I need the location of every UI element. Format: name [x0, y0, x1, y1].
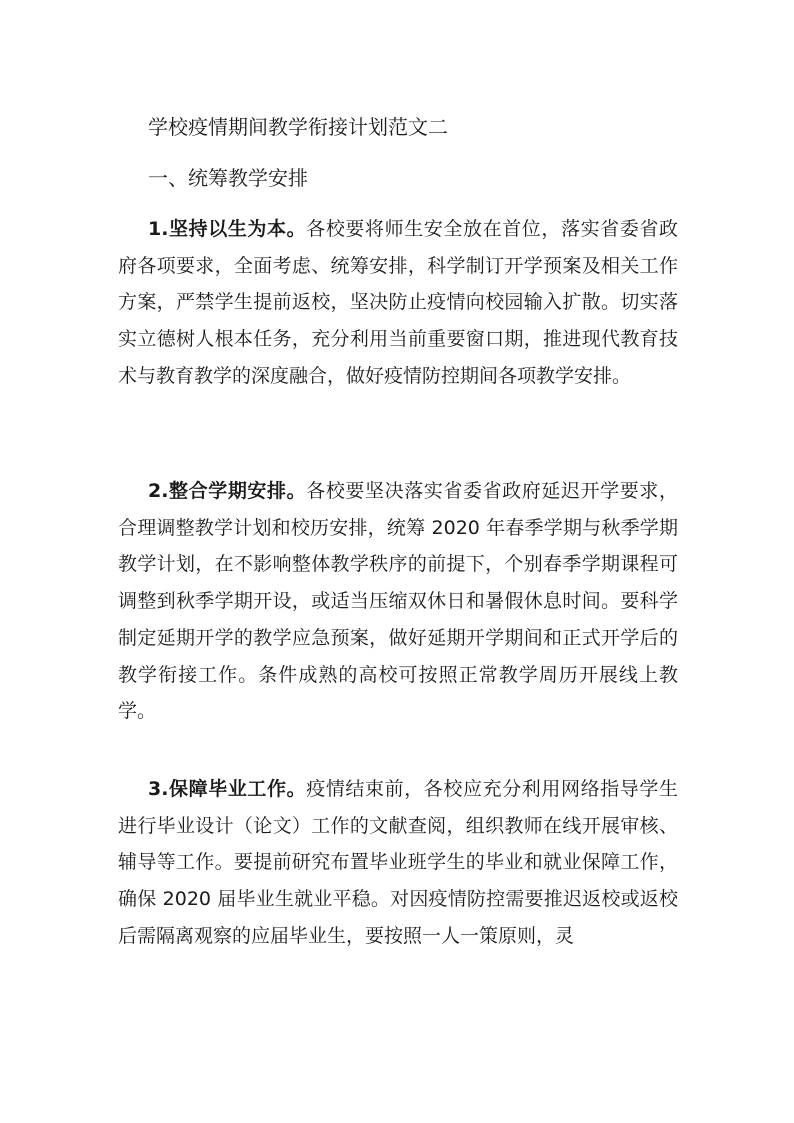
paragraph-lead: 2.整合学期安排。	[148, 480, 307, 502]
paragraph-3	[118, 771, 678, 955]
document-title: 学校疫情期间教学衔接计划范文二	[148, 115, 448, 139]
paragraph-text: 各校要将师生安全放在首位，落实省委省政府各项要求，全面考虑、统筹安排，科学制订开学预案及相关工作方案，严禁学生提前返校，坚决防止疫情向校园输入扩散。切实落实立德树人根本任务，充分利用当前重要窗口期，推进现代教育技术与教育教学的深度融合，做好疫情防控期间各项教学安排。	[118, 218, 678, 387]
paragraph-text: 各校要坚决落实省委省政府延迟开学要求，合理调整教学计划和校历安排，统筹 2020 年春季学期与秋季学期教学计划，在不影响整体教学秩序的前提下，个别春季学期课程可调整到秋季学期开设，或适当压缩双休日和暑假休息时间。要科学制定延期开学的教学应急预案，做好延期开学期间和正式开学后的教学衔接工作。条件成熟的高校可按照正常教学周历开展线上教学。	[118, 480, 678, 723]
paragraph-2	[118, 473, 678, 730]
paragraph-1	[118, 211, 678, 395]
paragraph-text: 疫情结束前，各校应充分利用网络指导学生进行毕业设计（论文）工作的文献查阅，组织教师在线开展审核、辅导等工作。要提前研究布置毕业班学生的毕业和就业保障工作，确保 2020 届毕业生就业平稳。对因疫情防控需要推迟返校或返校后需隔离观察的应届毕业生，要按照一人一策原则，灵	[118, 778, 678, 947]
paragraph-lead: 1.坚持以生为本。	[148, 218, 307, 240]
paragraph-lead: 3.保障毕业工作。	[148, 778, 307, 800]
section-heading: 一、统筹教学安排	[148, 166, 308, 190]
